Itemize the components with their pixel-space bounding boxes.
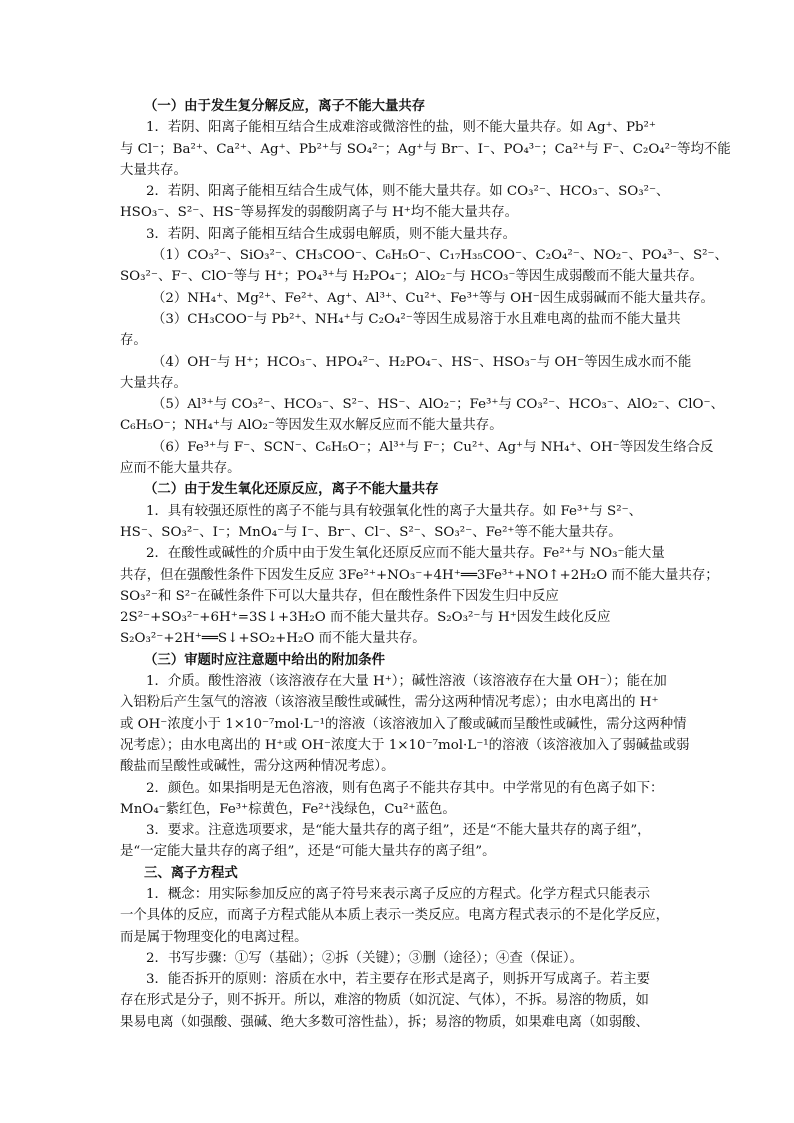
text-line: HSO₃⁻、S²⁻、HS⁻等易挥发的弱酸阴离子与 H⁺均不能大量共存。 — [120, 205, 518, 221]
text-line: 大量共存。 — [120, 375, 187, 391]
text-line: 况考虑）；由水电离出的 H⁺或 OH⁻浓度大于 1×10⁻⁷mol·L⁻¹的溶液（该溶液加入了弱碱盐或弱 — [120, 737, 690, 753]
text-line: 3．要求。注意选项要求，是“能大量共存的离子组”，还是“不能大量共存的离子组”， — [146, 823, 651, 839]
section-heading-3: （三）审题时应注意题中给出的附加条件 — [144, 651, 386, 668]
text-line: 果易电离（如强酸、强碱、绝大多数可溶性盐），拆；易溶的物质，如果难电离（如弱酸、 — [120, 1014, 649, 1030]
text-line: 2S²⁻+SO₃²⁻+6H⁺=3S↓+3H₂O 而不能大量共存。S₂O₃²⁻与 H⁺因发生歧化反应 — [120, 610, 611, 626]
text-line: 存在形式是分子，则不拆开。所以，难溶的物质（如沉淀、气体），不拆。易溶的物质，如 — [120, 993, 649, 1009]
text-line: （1）CO₃²⁻、SiO₃²⁻、CH₃COO⁻、C₆H₅O⁻、C₁₇H₃₅COO⁻、C₂O₄²⁻、NO₂⁻、PO₄³⁻、S²⁻、 — [152, 248, 728, 264]
text-line: 存。 — [120, 333, 147, 349]
text-line: SO₃²⁻和 S²⁻在碱性条件下可以大量共存，但在酸性条件下因发生归中反应 — [120, 588, 559, 604]
document-body — [120, 96, 731, 1033]
text-line: HS⁻、SO₃²⁻、I⁻；MnO₄⁻与 I⁻、Br⁻、Cl⁻、S²⁻、SO₃²⁻、Fe²⁺等不能大量共存。 — [120, 524, 622, 540]
text-line: S₂O₃²⁻+2H⁺══S↓+SO₂+H₂O 而不能大量共存。 — [120, 631, 426, 647]
text-line: 应而不能大量共存。 — [120, 461, 241, 477]
text-line: 或 OH⁻浓度小于 1×10⁻⁷mol·L⁻¹的溶液（该溶液加入了酸或碱而呈酸性或碱性，需分这两种情 — [120, 716, 687, 732]
text-line: 与 Cl⁻；Ba²⁺、Ca²⁺、Ag⁺、Pb²⁺与 SO₄²⁻；Ag⁺与 Br⁻、I⁻、PO₄³⁻；Ca²⁺与 F⁻、C₂O₄²⁻等均不能 — [120, 141, 731, 157]
text-line: 共存，但在强酸性条件下因发生反应 3Fe²⁺+NO₃⁻+4H⁺══3Fe³⁺+NO↑+2H₂O 而不能大量共存； — [120, 567, 719, 583]
text-line: 1．介质。酸性溶液（该溶液存在大量 H⁺）；碱性溶液（该溶液存在大量 OH⁻）；能在加 — [146, 674, 667, 690]
text-line: 大量共存。 — [120, 162, 187, 178]
text-line: 1．具有较强还原性的离子不能与具有较强氧化性的离子大量共存。如 Fe³⁺与 S²⁻、 — [146, 503, 643, 519]
text-line: 3．能否拆开的原则：溶质在水中，若主要存在形式是离子，则拆开写成离子。若主要 — [146, 972, 650, 988]
text-line: C₆H₅O⁻；NH₄⁺与 AlO₂⁻等因发生双水解反应而不能大量共存。 — [120, 418, 503, 434]
text-line: 是“一定能大量共存的离子组”，还是“可能大量共存的离子组”。 — [120, 844, 496, 860]
text-line: SO₃²⁻、F⁻、ClO⁻等与 H⁺；PO₄³⁺与 H₂PO₄⁻；AlO₂⁻与 HCO₃⁻等因生成弱酸而不能大量共存。 — [120, 269, 703, 285]
text-line: 2．颜色。如果指明是无色溶液，则有色离子不能共存其中。中学常见的有色离子如下： — [146, 780, 664, 796]
text-line: 2．在酸性或碱性的介质中由于发生氧化还原反应而不能大量共存。Fe²⁺与 NO₃⁻能大量 — [146, 546, 665, 562]
text-line: 而是属于物理变化的电离过程。 — [120, 929, 308, 945]
text-line: （2）NH₄⁺、Mg²⁺、Fe²⁺、Ag⁺、Al³⁺、Cu²⁺、Fe³⁺等与 OH⁻因生成弱碱而不能大量共存。 — [152, 290, 714, 306]
section-heading-4: 三、离子方程式 — [144, 864, 238, 881]
text-line: MnO₄⁻紫红色，Fe³⁺棕黄色，Fe²⁺浅绿色，Cu²⁺蓝色。 — [120, 801, 456, 817]
text-line: （3）CH₃COO⁻与 Pb²⁺、NH₄⁺与 C₂O₄²⁻等因生成易溶于水且难电离的盐而不能大量共 — [152, 311, 681, 327]
text-line: （4）OH⁻与 H⁺；HCO₃⁻、HPO₄²⁻、H₂PO₄⁻、HS⁻、HSO₃⁻与 OH⁻等因生成水而不能 — [152, 354, 692, 370]
text-line: 1．若阴、阳离子能相互结合生成难溶或微溶性的盐，则不能大量共存。如 Ag⁺、Pb²⁺ — [146, 120, 656, 136]
text-line: （5）Al³⁺与 CO₃²⁻、HCO₃⁻、S²⁻、HS⁻、AlO₂⁻；Fe³⁺与 CO₃²⁻、HCO₃⁻、AlO₂⁻、ClO⁻、 — [152, 397, 724, 413]
text-line: 2．书写步骤：①写（基础）；②拆（关键）；③删（途径）；④查（保证）。 — [146, 950, 583, 966]
section-heading-2: （二）由于发生氧化还原反应，离子不能大量共存 — [144, 481, 439, 498]
text-line: （6）Fe³⁺与 F⁻、SCN⁻、C₆H₅O⁻；Al³⁺与 F⁻；Cu²⁺、Ag⁺与 NH₄⁺、OH⁻等因发生络合反 — [152, 439, 714, 455]
section-heading-1: （一）由于发生复分解反应，离子不能大量共存 — [144, 98, 426, 114]
text-line: 入铝粉后产生氢气的溶液（该溶液呈酸性或碱性，需分这两种情况考虑）；由水电离出的 H⁺ — [120, 695, 659, 711]
text-line: 2．若阴、阳离子能相互结合生成气体，则不能大量共存。如 CO₃²⁻、HCO₃⁻、SO₃²⁻、 — [146, 184, 670, 200]
text-line: 酸盐而呈酸性或碱性，需分这两种情况考虑）。 — [120, 759, 395, 775]
text-line: 3．若阴、阳离子能相互结合生成弱电解质，则不能大量共存。 — [146, 226, 517, 242]
text-line: 1．概念：用实际参加反应的离子符号来表示离子反应的方程式。化学方程式只能表示 — [146, 886, 650, 902]
text-line: 一个具体的反应，而离子方程式能从本质上表示一类反应。电离方程式表示的不是化学反应， — [120, 908, 670, 924]
